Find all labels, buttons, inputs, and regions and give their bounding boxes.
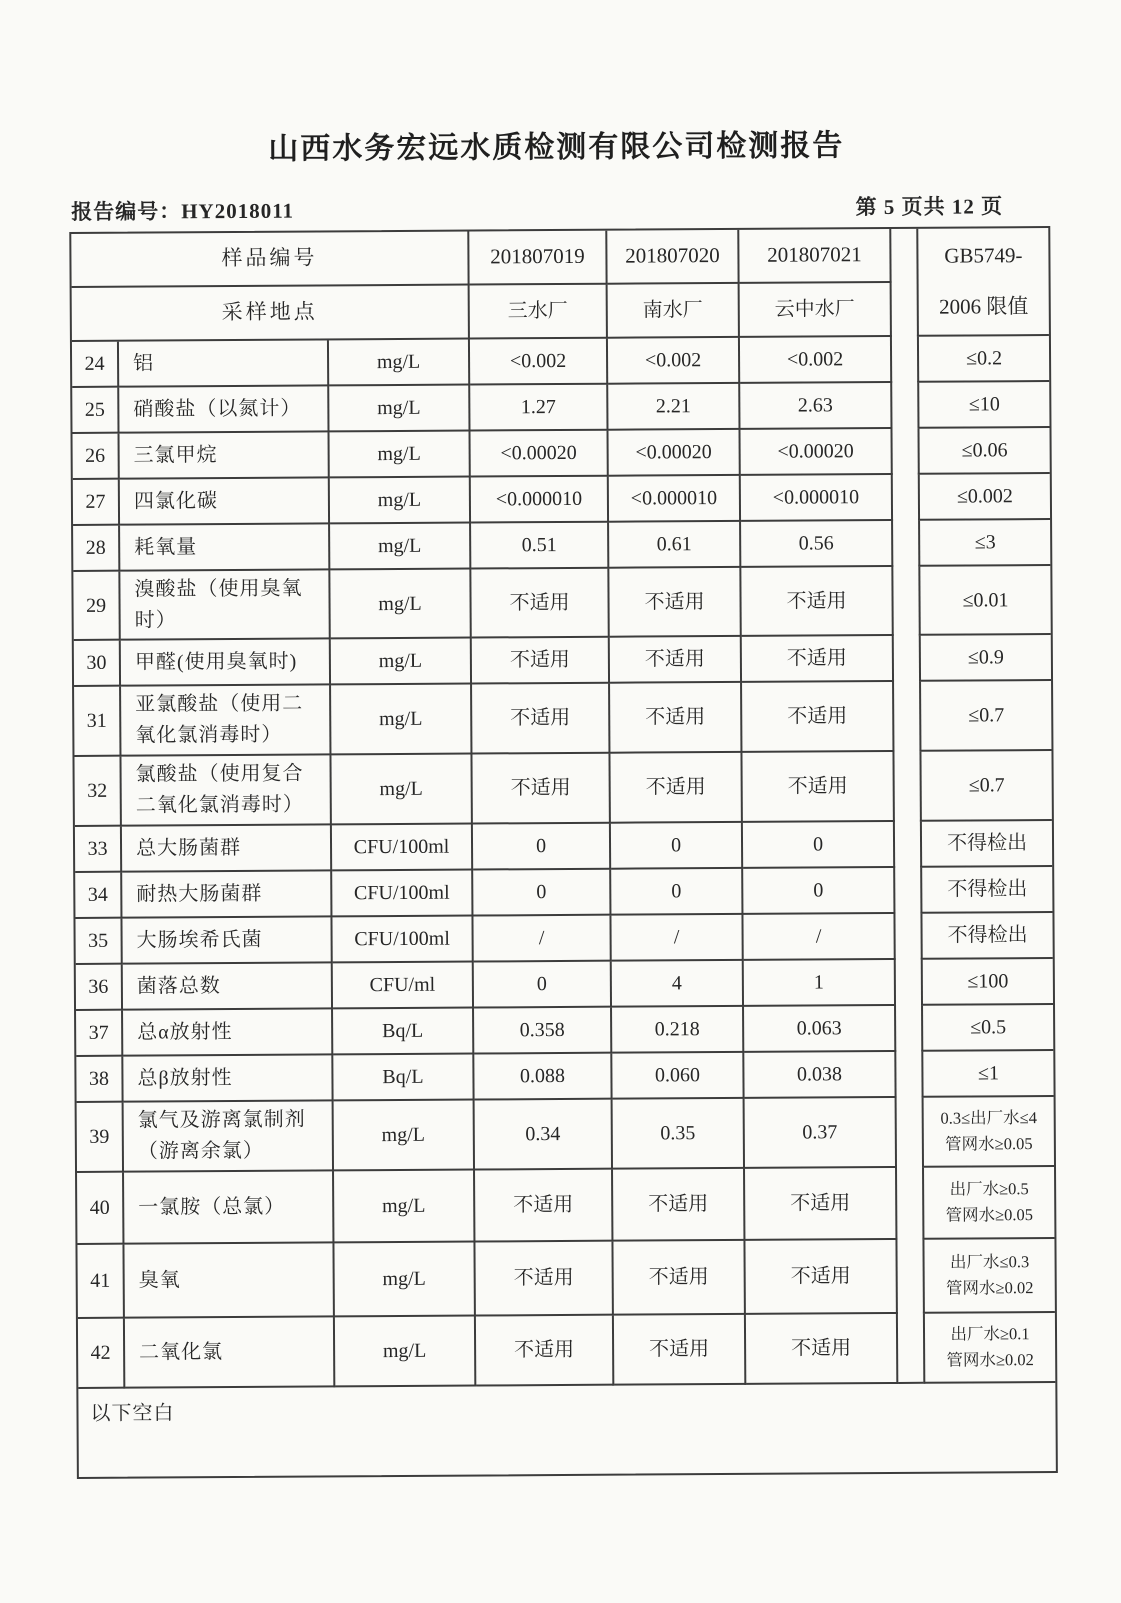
value-cell: 0 bbox=[473, 870, 611, 917]
value-cell: 0 bbox=[743, 822, 895, 869]
row-number-cell: 25 bbox=[72, 388, 119, 434]
row-number-cell: 29 bbox=[73, 572, 120, 641]
site-cell: 三水厂 bbox=[470, 285, 608, 340]
value-cell: 0.56 bbox=[741, 521, 893, 568]
limit-header-line: 2006 限值 bbox=[939, 293, 1029, 319]
value-cell: 4 bbox=[612, 961, 744, 1008]
value-cell: 不适用 bbox=[614, 1315, 746, 1386]
limit-cell: ≤0.7 bbox=[919, 751, 1051, 822]
value-cell: <0.000010 bbox=[471, 477, 609, 524]
site-cell: 云中水厂 bbox=[740, 283, 892, 338]
param-name-cell: 三氯甲烷 bbox=[120, 432, 330, 479]
report-number: 报告编号：HY2018011 bbox=[71, 198, 295, 224]
value-cell: / bbox=[473, 916, 611, 963]
value-cell: 不适用 bbox=[609, 568, 741, 638]
value-cell: / bbox=[743, 914, 895, 961]
value-cell: 不适用 bbox=[613, 1241, 745, 1316]
unit-cell: CFU/100ml bbox=[332, 917, 473, 964]
param-name-cell: 耗氧量 bbox=[120, 524, 330, 571]
col-spacer bbox=[895, 914, 920, 960]
row-number-cell: 42 bbox=[78, 1319, 125, 1389]
value-cell: 不适用 bbox=[742, 682, 894, 753]
value-cell: <0.00020 bbox=[740, 429, 892, 476]
col-spacer bbox=[898, 1314, 923, 1384]
limit-cell: ≤0.002 bbox=[918, 474, 1050, 521]
col-spacer bbox=[892, 383, 917, 429]
value-cell: <0.002 bbox=[608, 338, 740, 385]
col-spacer bbox=[897, 1168, 922, 1240]
col-spacer bbox=[892, 337, 917, 383]
param-name-cell: 臭氧 bbox=[124, 1243, 334, 1318]
value-cell: 不适用 bbox=[613, 1169, 745, 1242]
value-cell: 不适用 bbox=[610, 753, 742, 824]
sample-id-cell: 201807019 bbox=[469, 231, 607, 286]
value-cell: 0.34 bbox=[475, 1100, 613, 1171]
col-spacer bbox=[896, 1052, 921, 1098]
value-cell: 1 bbox=[744, 960, 896, 1007]
value-cell: / bbox=[611, 915, 743, 962]
param-name-cell: 氯气及游离氯制剂（游离余氯） bbox=[124, 1101, 334, 1172]
col-spacer bbox=[891, 229, 917, 337]
value-cell: 0 bbox=[611, 869, 743, 916]
limit-cell: ≤0.01 bbox=[918, 566, 1050, 636]
param-name-cell: 硝酸盐（以氮计） bbox=[119, 386, 329, 433]
unit-cell: mg/L bbox=[330, 432, 471, 479]
limit-cell: ≤1 bbox=[921, 1051, 1053, 1098]
value-cell: 不适用 bbox=[742, 752, 894, 823]
unit-cell: CFU/100ml bbox=[332, 825, 473, 872]
row-number-cell: 40 bbox=[77, 1173, 124, 1245]
limit-cell: ≤0.2 bbox=[917, 336, 1049, 383]
col-spacer bbox=[894, 636, 919, 682]
unit-cell: mg/L bbox=[331, 685, 472, 756]
value-cell: 0.358 bbox=[474, 1008, 612, 1055]
limit-cell: ≤100 bbox=[921, 959, 1053, 1006]
value-cell: 不适用 bbox=[472, 684, 610, 755]
col-spacer bbox=[897, 1098, 922, 1168]
value-cell: 不适用 bbox=[745, 1168, 897, 1241]
value-cell: 不适用 bbox=[742, 636, 894, 683]
value-cell: 0.218 bbox=[612, 1007, 744, 1054]
value-cell: <0.00020 bbox=[471, 431, 609, 478]
unit-cell: mg/L bbox=[331, 755, 472, 826]
param-name-cell: 总大肠菌群 bbox=[122, 825, 332, 872]
limit-cell: ≤0.9 bbox=[919, 635, 1051, 682]
value-cell: 0.060 bbox=[612, 1053, 744, 1100]
row-number-cell: 28 bbox=[73, 526, 120, 572]
row-number-cell: 31 bbox=[74, 687, 121, 757]
param-name-cell: 甲醛(使用臭氧时) bbox=[121, 639, 331, 686]
col-spacer bbox=[896, 1006, 921, 1052]
param-name-cell: 大肠埃希氏菌 bbox=[122, 917, 332, 964]
value-cell: 不适用 bbox=[746, 1314, 898, 1385]
unit-cell: mg/L bbox=[334, 1171, 475, 1244]
limit-cell: ≤0.06 bbox=[917, 428, 1049, 475]
unit-cell: mg/L bbox=[331, 639, 472, 686]
row-number-cell: 39 bbox=[77, 1103, 124, 1173]
sample-id-header-label: 样品编号 bbox=[71, 232, 469, 288]
value-cell: 0.088 bbox=[474, 1054, 612, 1101]
row-number-cell: 37 bbox=[76, 1011, 123, 1057]
value-cell: 0 bbox=[743, 868, 895, 915]
value-cell: 不适用 bbox=[472, 638, 610, 685]
value-cell: <0.002 bbox=[470, 339, 608, 386]
param-name-cell: 二氧化氯 bbox=[125, 1317, 335, 1388]
limit-header-line: GB5749- bbox=[944, 242, 1023, 268]
param-name-cell: 铝 bbox=[119, 340, 329, 387]
limit-cell: ≤3 bbox=[918, 520, 1050, 567]
row-number-cell: 41 bbox=[77, 1245, 124, 1319]
value-cell: 0.61 bbox=[609, 522, 741, 569]
param-name-cell: 四氯化碳 bbox=[120, 478, 330, 525]
unit-cell: mg/L bbox=[329, 386, 470, 433]
unit-cell: CFU/ml bbox=[333, 963, 474, 1010]
value-cell: <0.000010 bbox=[609, 476, 741, 523]
col-spacer bbox=[897, 1240, 922, 1314]
limit-cell: 出厂水≤0.3 管网水≥0.02 bbox=[922, 1239, 1054, 1314]
limit-header bbox=[916, 228, 1049, 337]
unit-cell: CFU/100ml bbox=[332, 871, 473, 918]
row-number-cell: 34 bbox=[75, 873, 122, 919]
unit-cell: mg/L bbox=[329, 340, 470, 387]
limit-cell: ≤0.7 bbox=[919, 681, 1051, 752]
param-name-cell: 亚氯酸盐（使用二氧化氯消毒时） bbox=[121, 685, 331, 756]
col-spacer bbox=[896, 960, 921, 1006]
value-cell: <0.00020 bbox=[609, 430, 741, 477]
limit-cell: ≤0.5 bbox=[921, 1005, 1053, 1052]
row-number-cell: 30 bbox=[74, 641, 121, 687]
row-number-cell: 33 bbox=[75, 827, 122, 873]
sample-id-cell: 201807020 bbox=[607, 230, 739, 285]
row-number-cell: 35 bbox=[75, 919, 122, 965]
value-cell: 不适用 bbox=[741, 567, 893, 637]
sample-site-header-label: 采样地点 bbox=[72, 286, 470, 342]
value-cell: 不适用 bbox=[471, 569, 609, 639]
row-number-cell: 32 bbox=[74, 757, 121, 827]
limit-cell: 出厂水≥0.5 管网水≥0.05 bbox=[922, 1167, 1054, 1240]
unit-cell: Bq/L bbox=[333, 1055, 474, 1102]
col-spacer bbox=[895, 868, 920, 914]
limit-cell: 不得检出 bbox=[920, 913, 1052, 960]
value-cell: 2.63 bbox=[740, 383, 892, 430]
limit-cell: 出厂水≥0.1 管网水≥0.02 bbox=[923, 1313, 1055, 1384]
value-cell: 不适用 bbox=[475, 1242, 613, 1317]
results-table bbox=[69, 226, 1058, 1479]
value-cell: 0 bbox=[473, 824, 611, 871]
col-spacer bbox=[893, 521, 918, 567]
col-spacer bbox=[894, 682, 919, 752]
unit-cell: mg/L bbox=[334, 1101, 475, 1172]
unit-cell: mg/L bbox=[334, 1243, 475, 1318]
limit-cell: 0.3≤出厂水≤4 管网水≥0.05 bbox=[922, 1097, 1054, 1168]
unit-cell: mg/L bbox=[335, 1317, 476, 1388]
unit-cell: Bq/L bbox=[333, 1009, 474, 1056]
report-meta-row bbox=[71, 190, 1003, 226]
row-number-cell: 26 bbox=[73, 434, 120, 480]
col-spacer bbox=[893, 475, 918, 521]
value-cell: <0.000010 bbox=[741, 475, 893, 522]
value-cell: 1.27 bbox=[470, 385, 608, 432]
value-cell: 不适用 bbox=[745, 1240, 897, 1315]
param-name-cell: 菌落总数 bbox=[123, 963, 333, 1010]
row-number-cell: 24 bbox=[72, 342, 119, 388]
value-cell: 0 bbox=[474, 962, 612, 1009]
site-cell: 南水厂 bbox=[608, 284, 740, 339]
value-cell: 0.37 bbox=[745, 1098, 897, 1169]
unit-cell: mg/L bbox=[330, 570, 471, 640]
unit-cell: mg/L bbox=[330, 524, 471, 571]
row-number-cell: 38 bbox=[76, 1057, 123, 1103]
value-cell: 0.038 bbox=[744, 1052, 896, 1099]
unit-cell: mg/L bbox=[330, 478, 471, 525]
value-cell: <0.002 bbox=[740, 337, 892, 384]
value-cell: 不适用 bbox=[610, 683, 742, 754]
row-number-cell: 27 bbox=[73, 480, 120, 526]
limit-cell: 不得检出 bbox=[920, 867, 1052, 914]
value-cell: 不适用 bbox=[476, 1316, 614, 1387]
col-spacer bbox=[894, 752, 919, 822]
page-indicator: 第 5 页共 12 页 bbox=[855, 194, 1004, 220]
sample-id-cell: 201807021 bbox=[739, 229, 891, 284]
param-name-cell: 耐热大肠菌群 bbox=[122, 871, 332, 918]
param-name-cell: 溴酸盐（使用臭氧时） bbox=[120, 570, 330, 640]
value-cell: 不适用 bbox=[475, 1170, 613, 1243]
param-name-cell: 氯酸盐（使用复合二氧化氯消毒时） bbox=[121, 755, 331, 826]
value-cell: 2.21 bbox=[608, 384, 740, 431]
value-cell: 0.51 bbox=[471, 523, 609, 570]
param-name-cell: 总β放射性 bbox=[123, 1055, 333, 1102]
value-cell: 0.35 bbox=[613, 1099, 745, 1170]
limit-cell: 不得检出 bbox=[920, 821, 1052, 868]
limit-cell: ≤10 bbox=[917, 382, 1049, 429]
param-name-cell: 总α放射性 bbox=[123, 1009, 333, 1056]
param-name-cell: 一氯胺（总氯） bbox=[124, 1171, 334, 1244]
below-blank-note: 以下空白 bbox=[90, 1402, 175, 1425]
row-number-cell: 36 bbox=[76, 965, 123, 1011]
col-spacer bbox=[892, 429, 917, 475]
value-cell: 0.063 bbox=[744, 1006, 896, 1053]
value-cell: 不适用 bbox=[610, 637, 742, 684]
value-cell: 0 bbox=[611, 823, 743, 870]
report-title: 山西水务宏远水质检测有限公司检测报告 bbox=[268, 128, 845, 167]
col-spacer bbox=[893, 567, 918, 636]
col-spacer bbox=[895, 822, 920, 868]
value-cell: 不适用 bbox=[472, 754, 610, 825]
